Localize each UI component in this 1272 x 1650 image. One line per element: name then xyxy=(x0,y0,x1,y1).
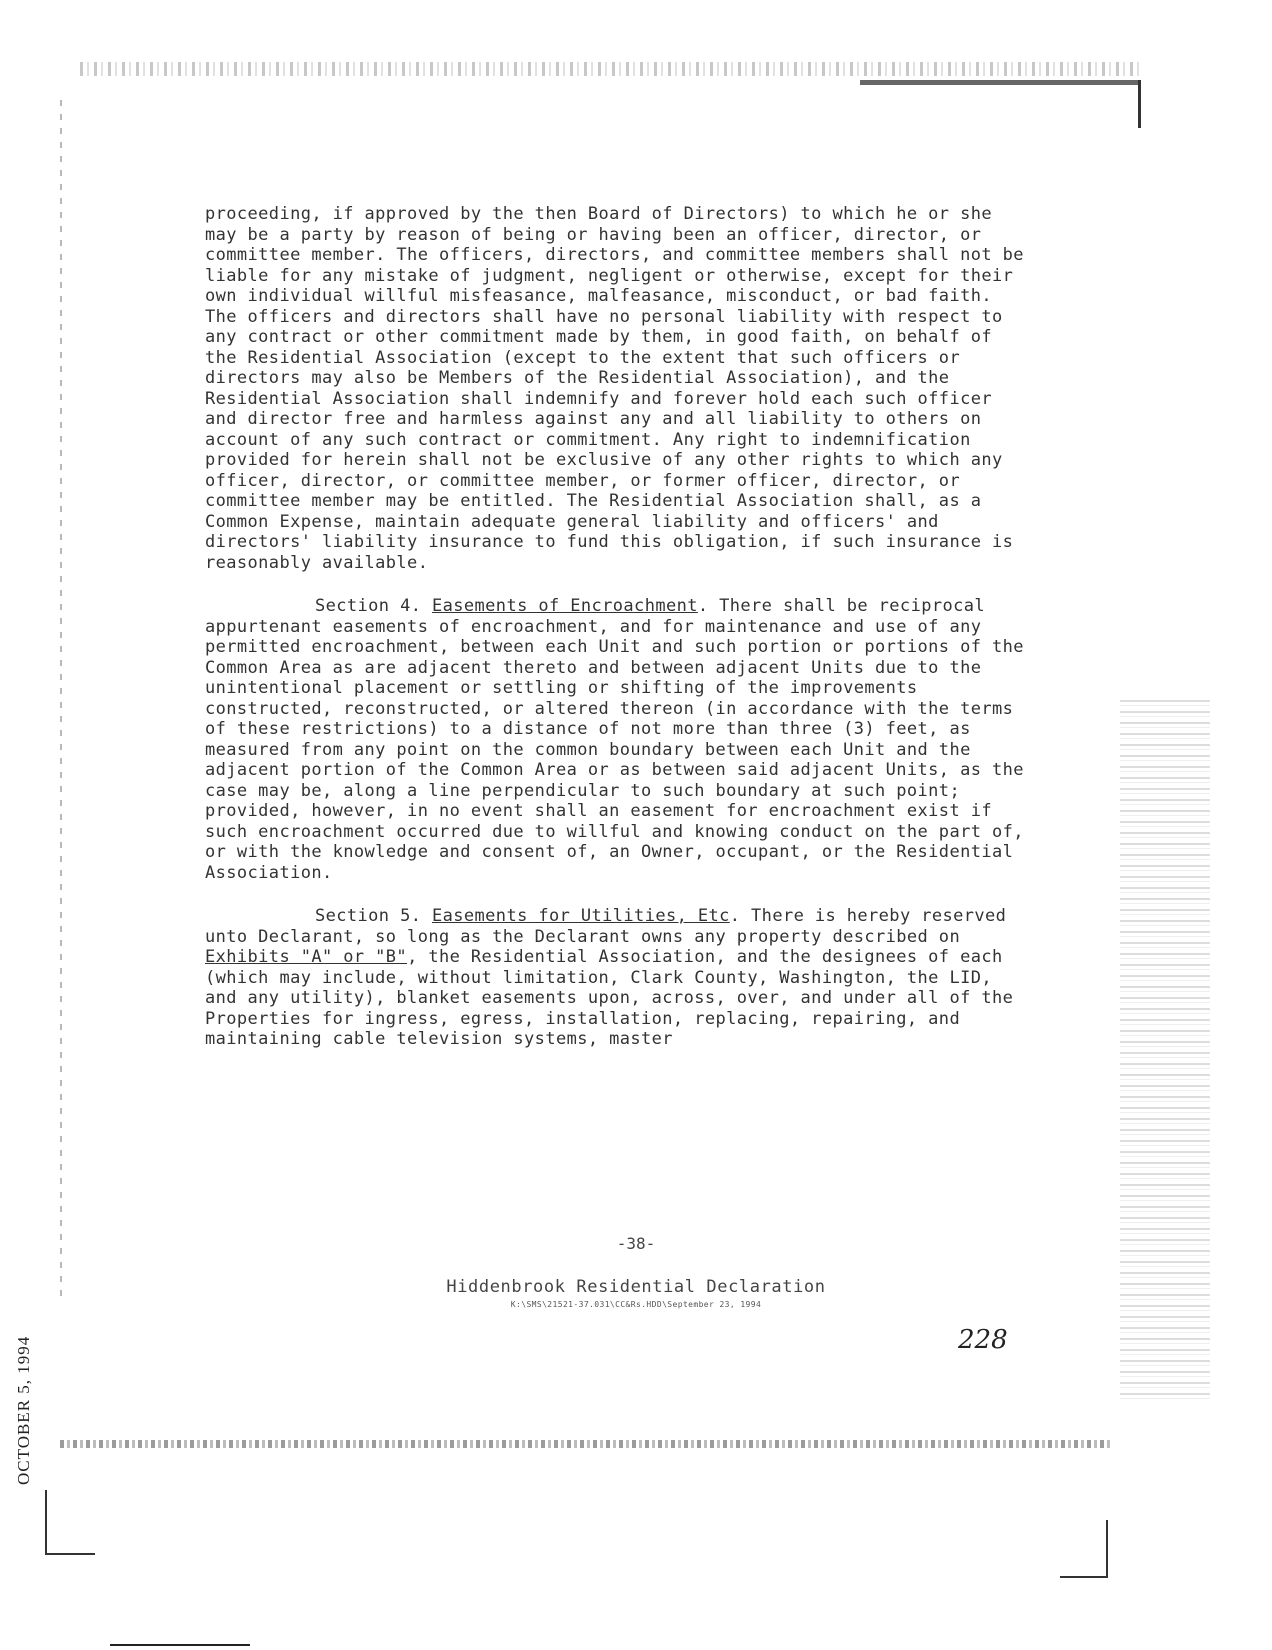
corner-mark-bl-h xyxy=(45,1553,95,1555)
section-5-number: Section 5. xyxy=(315,906,422,926)
corner-mark-br xyxy=(1106,1520,1108,1578)
section-4-heading: Easements of Encroachment xyxy=(432,596,698,616)
scan-artifact-bottom-line xyxy=(110,1644,250,1646)
scan-artifact-top-line xyxy=(860,80,1140,85)
corner-mark-bl xyxy=(45,1490,47,1555)
handwritten-page-number: 228 xyxy=(958,1325,1008,1355)
section-5 xyxy=(205,906,1025,1050)
scan-artifact-bottom xyxy=(60,1440,1110,1448)
footer-file-path: K:\SMS\21521-37.031\CC&Rs.HDD\September 23, 1994 xyxy=(510,1300,762,1309)
side-date-stamp: OCTOBER 5, 1994 xyxy=(14,1335,33,1485)
section-4-text: . There shall be reciprocal appurtenant easements of encroachment, and for maintenance and use of any permitted encroachment, between each Unit and such portion or portions of the Common Area as are adjacent thereto and between adjacent Units due to the unintentional placement or settling or shifting of the improvements constructed, reconstructed, or altered thereon (in accordance with the terms of these restrictions) to a distance of not more than three (3) feet, as measured from any point on the common boundary between each Unit and the adjacent portion of the Common Area or as between said adjacent Units, as the case may be, along a line perpendicular to such boundary at such point; provided, however, in no event shall an easement for encroachment exist if such encroachment occurred due to willful and knowing conduct on the part of, or with the knowledge and consent of, an Owner, occupant, or the Residential Association. xyxy=(205,596,1024,883)
section-5-heading: Easements for Utilities, Etc xyxy=(432,906,730,926)
scan-artifact-corner-tr xyxy=(1138,80,1141,128)
scan-artifact-top xyxy=(80,62,1140,76)
section-4 xyxy=(205,596,1025,883)
document-body xyxy=(205,204,1025,1050)
section-5-text-a: . There is hereby reserved unto Declarant, so long as the Declarant owns any property described on xyxy=(205,906,1007,947)
footer-title: Hiddenbrook Residential Declaration xyxy=(446,1277,826,1297)
corner-mark-br-h xyxy=(1060,1576,1108,1578)
section-5-text-b: , the Residential Association, and the designees of each (which may include, without limitation, Clark County, Washington, the LID, and any utility), blanket easements upon, across, over, and under all of the Properties for ingress, egress, installation, replacing, repairing, and maintaining cable television systems, master xyxy=(205,947,1014,1049)
paragraph-indemnification: proceeding, if approved by the then Board of Directors) to which he or she may be a party by reason of being or having been an officer, director, or committee member. The officers, directors, and committee members shall not be liable for any mistake of judgment, negligent or otherwise, except for their own individual willful misfeasance, malfeasance, misconduct, or bad faith. The officers and directors shall have no personal liability with respect to any contract or other commitment made by them, in good faith, on behalf of the Residential Association (except to the extent that such officers or directors may also be Members of the Residential Association), and the Residential Association shall indemnify and forever hold each such officer and director free and harmless against any and all liability to others on account of any such contract or commitment. Any right to indemnification provided for herein shall not be exclusive of any other rights to which any officer, director, or committee member, or former officer, director, or committee member may be entitled. The Residential Association shall, as a Common Expense, maintain adequate general liability and officers' and directors' liability insurance to fund this obligation, if such insurance is reasonably available. xyxy=(205,204,1024,573)
page-number: -38- xyxy=(616,1234,656,1253)
scan-artifact-left xyxy=(60,100,62,1300)
section-5-exhibits: Exhibits "A" or "B" xyxy=(205,947,408,967)
section-4-number: Section 4. xyxy=(315,596,422,616)
